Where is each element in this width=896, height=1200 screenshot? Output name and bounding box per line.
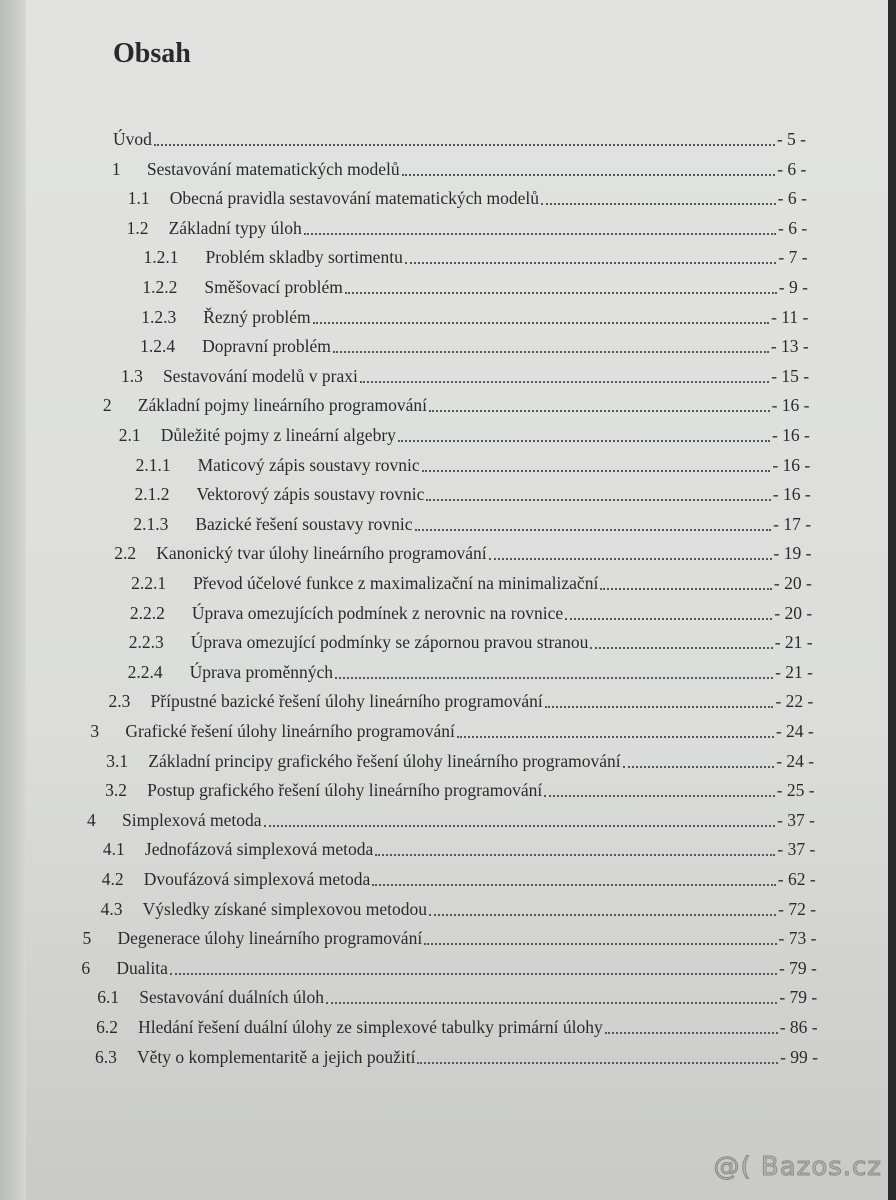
toc-entry-title: Základní principy grafického řešení úlohy lineárního programování [148,750,621,771]
toc-entry-number: 1.2.3 [141,306,177,327]
dot-leader [426,498,770,501]
toc-entry [97,982,817,1008]
dot-leader [326,1001,777,1004]
toc-entry-number: 1.3 [120,365,143,386]
dot-leader [541,202,776,205]
toc-entry [102,864,816,890]
toc-entry-page: - 5 - [776,129,806,149]
dot-leader [415,528,772,531]
dot-leader [417,1061,778,1064]
toc-entry [131,568,812,594]
dot-leader [565,617,772,620]
page-title: Obsah [113,38,191,69]
toc-entry-page: - 24 - [775,721,814,741]
toc-entry-number: 2.1.3 [133,513,169,534]
toc-entry-number: 2.2 [114,543,137,564]
toc-entry-number: 1.2.1 [143,247,179,268]
toc-entry [83,923,817,949]
watermark-logo: @( Bazos.cz [713,1152,882,1182]
toc-entry-page: - 86 - [779,1017,818,1037]
toc-entry-number: 4.1 [102,839,125,860]
dot-leader [402,173,776,176]
toc-entry-page: - 37 - [777,809,815,830]
toc-entry-title: Sestavování matematických modelů [146,158,400,179]
toc-entry-page: - 37 - [777,839,816,860]
toc-entry-number: 3.1 [106,750,129,771]
toc-entry-number: 4.2 [101,869,124,889]
toc-entry [114,538,811,564]
toc-entry-page: - 19 - [773,543,812,564]
toc-entry-page: - 16 - [771,425,810,445]
toc-entry-page: - 16 - [771,395,810,416]
toc-entry-number: 1.2 [126,217,149,238]
toc-entry [136,450,811,476]
toc-entry-title: Vektorový zápis soustavy rovnic [196,484,425,505]
toc-entry-page: - 6 - [777,188,807,209]
toc-entry-title: Hledání řešení duální úlohy ze simplexové tabulky primární úlohy [138,1017,603,1037]
dot-leader [313,321,769,324]
toc-entry-title: Degenerace úlohy lineárního programování [117,928,423,949]
toc-entry-number: 2.2.3 [128,632,164,653]
toc-entry-title: Obecná pravidla sestavování matematických modelů [169,188,540,209]
toc-entry [143,242,807,268]
toc-entry [112,154,807,180]
toc-entry [127,213,808,239]
toc-entry [96,1012,818,1038]
toc-entry-number: 2.2.1 [131,573,167,593]
toc-entry-title: Úvod [113,129,152,149]
toc-entry [134,479,810,505]
dot-leader [422,469,771,472]
toc-entry-title: Problém skladby sortimentu [205,247,403,268]
toc-entry-page: - 62 - [777,869,816,889]
toc-entry [130,598,812,624]
toc-entry-page: - 13 - [770,336,809,357]
toc-entry-number: 2 [102,395,112,416]
toc-entry-page: - 24 - [776,750,815,771]
toc-entry-title: Základní typy úloh [168,217,302,238]
dot-leader [304,232,776,235]
toc-entry [90,716,813,742]
dot-leader [398,439,770,442]
toc-entry-number: 6 [81,957,91,978]
toc-entry-page: - 15 - [771,365,810,386]
toc-entry [129,627,813,653]
toc-entry-page: - 9 - [778,277,808,297]
toc-entry-title: Sestavování modelů v praxi [162,365,358,386]
toc-entry [101,894,816,920]
toc-entry-title: Přípustné bazické řešení úlohy lineárního programování [150,691,543,712]
toc-entry-title: Simplexová metoda [122,809,262,830]
toc-entry-title: Výsledky získané simplexovou metodou [142,898,427,919]
toc-entry [133,509,811,535]
toc-entry [142,272,808,298]
dot-leader [457,735,774,738]
dot-leader [605,1031,778,1034]
toc-entry [113,124,806,150]
toc-entry [103,390,810,416]
toc-entry-page: - 22 - [775,691,814,712]
toc-entry-title: Dopravní problém [202,336,331,357]
dot-leader [405,261,777,264]
dot-leader [590,646,772,649]
toc-entry-title: Úprava omezujících podmínek z nerovnic na rovnice [191,602,564,623]
dot-leader [264,824,775,827]
toc-entry-number: 6.2 [96,1017,118,1037]
toc-entry-page: - 16 - [772,454,811,475]
toc-entry [103,834,815,860]
toc-entry-number: 2.1 [118,425,141,445]
toc-entry-page: - 79 - [778,957,817,978]
toc-entry-number: 2.3 [108,691,131,712]
toc-entry-number: 2.2.2 [129,602,165,623]
toc-entry-page: - 25 - [776,780,815,801]
page-left-edge [0,0,26,1200]
dot-leader [375,853,775,856]
toc-entry-page: - 73 - [778,928,817,949]
toc-entry-page: - 11 - [771,306,809,327]
toc-entry-number: 3.2 [105,780,128,801]
toc-entry-title: Úprava proměnných [189,661,334,682]
toc-entry-number: 2.1.2 [134,484,170,505]
toc-entry [128,657,813,683]
toc-entry-title: Dvoufázová simplexová metoda [143,869,371,889]
toc-entry-title: Bazické řešení soustavy rovnic [195,513,413,534]
toc-entry [119,420,810,446]
toc-entry-page: - 6 - [777,158,807,179]
toc-entry [87,805,815,831]
toc-entry-title: Maticový zápis soustavy rovnic [197,454,420,475]
toc-entry-page: - 79 - [779,987,818,1008]
toc-entry-title: Věty o komplementaritě a jejich použití [137,1046,416,1067]
toc-entry-title: Dualita [116,957,168,978]
toc-entry-title: Kanonický tvar úlohy lineárního programování [156,543,487,564]
dot-leader [154,143,775,146]
toc-entry-title: Důležité pojmy z lineární algebry [160,425,396,445]
toc-entry-number: 1.2.4 [140,336,176,357]
dot-leader [170,972,777,975]
toc-entry-page: - 16 - [772,484,811,505]
toc-entry-number: 5 [82,928,92,949]
toc-entry-page: - 21 - [774,632,813,653]
toc-entry-title: Postup grafického řešení úlohy lineárního programování [147,780,543,801]
toc-entry-number: 4 [87,809,96,830]
dot-leader [489,557,772,560]
dot-leader [345,291,777,294]
dot-leader [600,587,772,590]
dot-leader [333,350,769,353]
toc-entry-page: - 21 - [775,661,813,682]
toc-entry-number: 2.1.1 [135,454,171,475]
toc-entry-number: 1 [111,158,121,179]
toc-entry-title: Převod účelové funkce z maximalizační na minimalizační [193,573,599,593]
toc-entry [95,1042,818,1068]
toc-entry [128,183,807,209]
toc-entry-number: 4.3 [100,898,123,919]
toc-entry-number: 6.1 [97,987,120,1008]
toc-entry-number: 2.2.4 [127,661,163,682]
toc-entry-page: - 99 - [780,1046,818,1067]
toc-entry [81,953,816,979]
dot-leader [335,676,773,679]
toc-entry-title: Směšovací problém [204,277,343,297]
dot-leader [429,409,770,412]
toc-entry [106,746,814,772]
toc-entry-title: Úprava omezující podmínky se zápornou pravou stranou [190,632,589,653]
toc-entry [121,361,809,387]
toc-entry-title: Sestavování duálních úloh [139,987,324,1008]
toc-entry-number: 1.1 [127,188,150,209]
toc-entry [140,331,809,357]
dot-leader [372,883,776,886]
toc-entry-page: - 7 - [778,247,808,268]
dot-leader [429,913,776,916]
toc-entry [105,775,814,801]
toc-entry-page: - 72 - [778,898,817,919]
toc-entry-page: - 6 - [778,217,808,238]
dot-leader [424,942,776,945]
toc-entry-title: Řezný problém [203,306,311,327]
toc-entry-number: 3 [90,721,100,741]
dot-leader [545,705,774,708]
toc-entry-title: Základní pojmy lineárního programování [137,395,427,416]
dot-leader [544,794,774,797]
dot-leader [623,765,775,768]
toc-entry-number: 6.3 [95,1046,117,1067]
toc-entry-page: - 20 - [773,573,812,593]
toc-entry-page: - 20 - [774,602,813,623]
toc-entry-number: 1.2.2 [142,277,178,297]
toc-entry-page: - 17 - [773,513,812,534]
toc-entry-title: Grafické řešení úlohy lineárního programování [125,721,455,741]
toc-entry [109,686,814,712]
dot-leader [360,380,769,383]
toc-entry [141,302,808,328]
page-right-edge [888,0,896,1200]
toc-entry-title: Jednofázová simplexová metoda [144,839,374,860]
